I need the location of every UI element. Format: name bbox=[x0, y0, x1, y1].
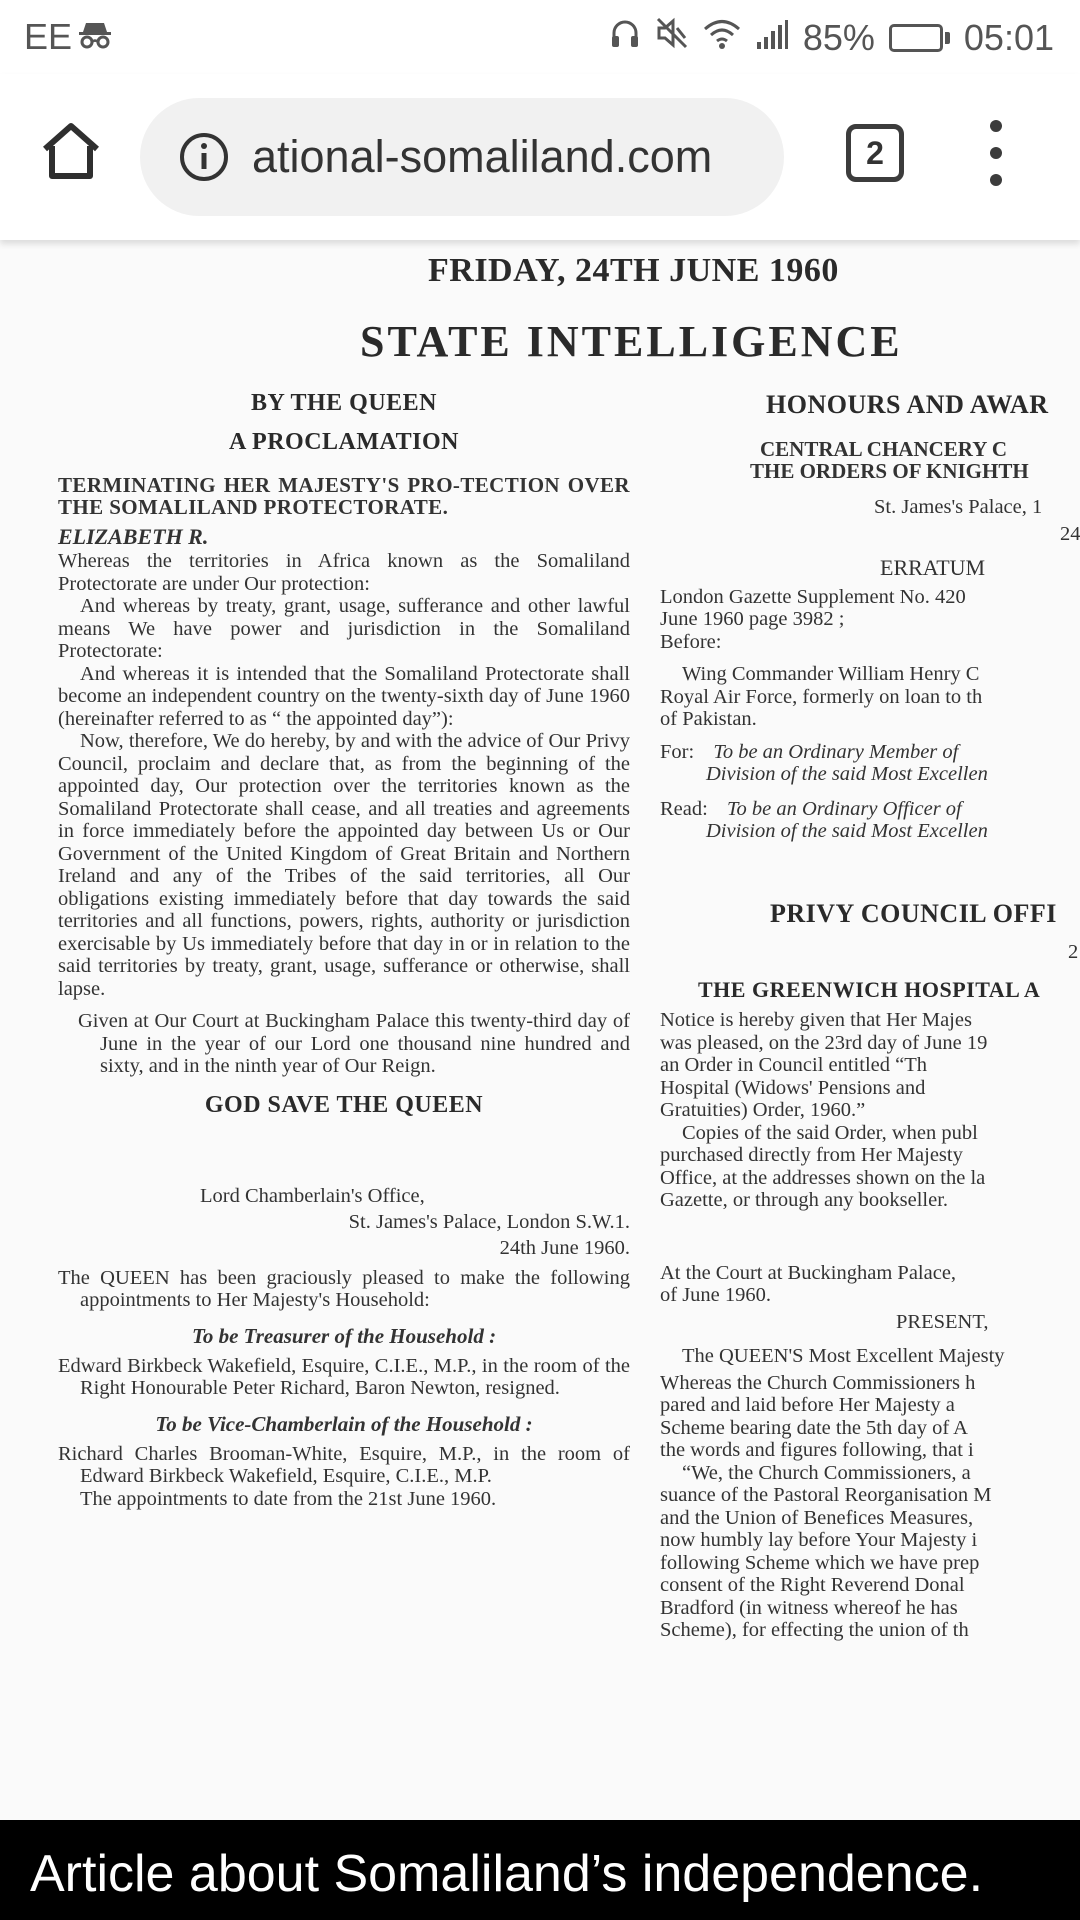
incognito-icon bbox=[78, 16, 112, 58]
wing-commander-line: Wing Commander William Henry C bbox=[682, 663, 980, 685]
lco-date-line: 24th June 1960. bbox=[499, 1236, 630, 1259]
palace-number: 24 bbox=[1060, 522, 1080, 545]
copies-line: Office, at the addresses shown on the la bbox=[660, 1166, 986, 1189]
before-label: Before: bbox=[660, 630, 722, 653]
court-line: At the Court at Buckingham Palace, bbox=[660, 1261, 957, 1284]
god-save-the-queen: GOD SAVE THE QUEEN bbox=[204, 1091, 484, 1118]
whereas-line: now humbly lay before Your Majesty i bbox=[660, 1529, 978, 1551]
whereas-line: Scheme), for effecting the union of th bbox=[660, 1619, 969, 1641]
proclamation-para: And whereas by treaty, grant, usage, sufferance and other lawful means We have power and jurisdiction in the Somaliland Protectorate: bbox=[58, 595, 630, 662]
clock-time: 05:01 bbox=[963, 16, 1054, 58]
chancery-line-1: CENTRAL CHANCERY C bbox=[760, 437, 1008, 461]
treasurer-text: Edward Birkbeck Wakefield, Esquire, C.I.E., M.P., in the room of the Right Honourable Peter Richard, Baron Newton, resigned. bbox=[58, 1354, 630, 1399]
tab-switcher-button[interactable] bbox=[846, 124, 904, 182]
menu-dot-icon bbox=[990, 147, 1002, 159]
left-column bbox=[58, 390, 630, 1510]
wifi-icon bbox=[703, 17, 741, 59]
queens-majesty-line: The QUEEN'S Most Excellent Majesty bbox=[682, 1345, 1005, 1367]
court-line: of June 1960. bbox=[660, 1284, 772, 1306]
for-text-cont: Division of the said Most Excellen bbox=[706, 763, 988, 785]
whereas-line: Whereas the Church Commissioners h bbox=[660, 1371, 976, 1394]
copies-line: purchased directly from Her Majesty bbox=[660, 1144, 963, 1166]
signal-icon bbox=[755, 17, 789, 59]
lco-office-line: Lord Chamberlain's Office, bbox=[200, 1184, 425, 1207]
whereas-line: suance of the Pastoral Reorganisation M bbox=[660, 1484, 992, 1506]
notice-line: Hospital (Widows' Pensions and bbox=[660, 1076, 926, 1099]
vice-chamberlain-text: Richard Charles Brooman-White, Esquire, M.P., in the room of Edward Birkbeck Wakefield, Esquire, C.I.E., M.P. bbox=[58, 1442, 630, 1487]
battery-percent: 85% bbox=[802, 16, 875, 58]
info-icon[interactable] bbox=[178, 131, 230, 183]
present-label: PRESENT, bbox=[896, 1310, 989, 1333]
address-bar[interactable] bbox=[140, 98, 784, 216]
whereas-line: “We, the Church Commissioners, a bbox=[682, 1461, 971, 1484]
right-column bbox=[660, 390, 1080, 1642]
erratum-line: June 1960 page 3982 ; bbox=[660, 608, 845, 630]
proclamation-para: Whereas the territories in Africa known as the Somaliland Protectorate are under Our protection: bbox=[58, 550, 630, 595]
tab-count: 2 bbox=[866, 134, 884, 171]
notice-line: an Order in Council entitled “Th bbox=[660, 1054, 927, 1076]
treasurer-heading: To be Treasurer of the Household : bbox=[191, 1323, 497, 1348]
erratum-heading: ERRATUM bbox=[880, 555, 986, 580]
read-text-cont: Division of the said Most Excellen bbox=[706, 820, 988, 842]
copies-line: Copies of the said Order, when publ bbox=[682, 1121, 978, 1144]
gazette-page bbox=[0, 240, 1080, 1820]
url-text[interactable]: ational-somaliland.com bbox=[252, 131, 713, 182]
gazette-date: FRIDAY, 24TH JUNE 1960 bbox=[428, 252, 839, 289]
whereas-line: pared and laid before Her Majesty a bbox=[660, 1394, 955, 1416]
read-label: Read: bbox=[660, 797, 708, 820]
gazette-title: STATE INTELLIGENCE bbox=[360, 317, 903, 366]
whereas-line: Scheme bearing date the 5th day of A bbox=[660, 1416, 968, 1439]
proclamation-heading: A PROCLAMATION bbox=[229, 429, 459, 455]
for-text: To be an Ordinary Member of bbox=[713, 740, 959, 763]
greenwich-heading: THE GREENWICH HOSPITAL A bbox=[698, 977, 1041, 1002]
appointments-date: The appointments to date from the 21st June 1960. bbox=[80, 1487, 497, 1510]
privy-council-heading: PRIVY COUNCIL OFFI bbox=[770, 898, 1057, 928]
battery-icon bbox=[889, 24, 950, 52]
headset-icon bbox=[609, 17, 641, 59]
proclamation-para: And whereas it is intended that the Somaliland Protectorate shall become an independent country on the twenty-sixth day of June 1960 (hereinafter referred to as “ the appointed day”): bbox=[58, 662, 630, 730]
wing-commander-line: of Pakistan. bbox=[660, 708, 757, 730]
given-at-court-para: Given at Our Court at Buckingham Palace this twenty-third day of June in the year of our Lord one thousand nine hundred and sixty, and in the ninth year of Our Reign. bbox=[78, 1010, 630, 1077]
notice-line: Notice is hereby given that Her Majes bbox=[660, 1009, 972, 1031]
copies-line: Gazette, or through any bookseller. bbox=[660, 1189, 949, 1211]
whereas-line: and the Union of Benefices Measures, bbox=[660, 1506, 974, 1529]
chancery-line-2: THE ORDERS OF KNIGHTH bbox=[750, 459, 1029, 483]
status-bar bbox=[0, 0, 1080, 74]
mute-icon bbox=[655, 16, 689, 59]
status-left bbox=[24, 16, 112, 58]
browser-toolbar bbox=[0, 74, 1080, 240]
palace-line: St. James's Palace, 1 bbox=[874, 496, 1043, 518]
home-icon bbox=[38, 118, 104, 184]
terminating-heading: TERMINATING HER MAJESTY'S PRO-TECTION OVER THE SOMALILAND PROTECTORATE. bbox=[58, 473, 630, 519]
status-right bbox=[609, 16, 1054, 59]
for-line bbox=[660, 741, 1080, 764]
read-text: To be an Ordinary Officer of bbox=[726, 797, 962, 820]
by-the-queen-heading: BY THE QUEEN bbox=[250, 390, 438, 416]
caption-bar bbox=[0, 1820, 1080, 1920]
notice-line: Gratuities) Order, 1960.” bbox=[660, 1099, 866, 1121]
lco-address-line: St. James's Palace, London S.W.1. bbox=[348, 1210, 630, 1233]
caption-text: Article about Somaliland’s independence. bbox=[30, 1845, 984, 1903]
whereas-line: consent of the Right Reverend Donal bbox=[660, 1574, 965, 1596]
whereas-line: the words and figures following, that i bbox=[660, 1439, 974, 1461]
elizabeth-signature: ELIZABETH R. bbox=[58, 524, 209, 549]
menu-dot-icon bbox=[990, 120, 1002, 132]
privy-number: 2 bbox=[1068, 940, 1079, 963]
appointments-intro: The QUEEN has been graciously pleased to make the following appointments to Her Majesty's Household: bbox=[58, 1266, 630, 1311]
proclamation-para: Now, therefore, We do hereby, by and with the advice of Our Privy Council, proclaim and declare that, as from the beginning of the appointed day, Our protection over the territories known as the Somaliland Protectorate shall cease, and all treaties and agreements in force immediately before the appointed day between Us or Our Government of the United Kingdom of Great Britain and Northern Ireland and any of the Tribes of the said territories, all Our obligations existing immediately before that day towards the said territories and all functions, powers, rights, authority or jurisdiction exercisable by Us immediately before that day in or in relation to the said territories by treaty, grant, usage, sufferance or otherwise, shall lapse. bbox=[58, 730, 630, 1000]
whereas-line: following Scheme which we have prep bbox=[660, 1551, 980, 1574]
carrier-label: EE bbox=[24, 16, 73, 57]
vice-chamberlain-heading: To be Vice-Chamberlain of the Household : bbox=[155, 1411, 533, 1436]
wing-commander-line: Royal Air Force, formerly on loan to th bbox=[660, 685, 983, 708]
honours-heading: HONOURS AND AWAR bbox=[766, 390, 1049, 419]
erratum-line: London Gazette Supplement No. 420 bbox=[660, 585, 966, 608]
for-label: For: bbox=[660, 740, 695, 763]
overflow-menu-button[interactable] bbox=[972, 110, 1020, 196]
menu-dot-icon bbox=[990, 174, 1002, 186]
notice-line: was pleased, on the 23rd day of June 19 bbox=[660, 1031, 988, 1054]
whereas-line: Bradford (in witness whereof he has bbox=[660, 1596, 958, 1619]
home-button[interactable] bbox=[38, 118, 104, 184]
read-line bbox=[660, 798, 1080, 821]
